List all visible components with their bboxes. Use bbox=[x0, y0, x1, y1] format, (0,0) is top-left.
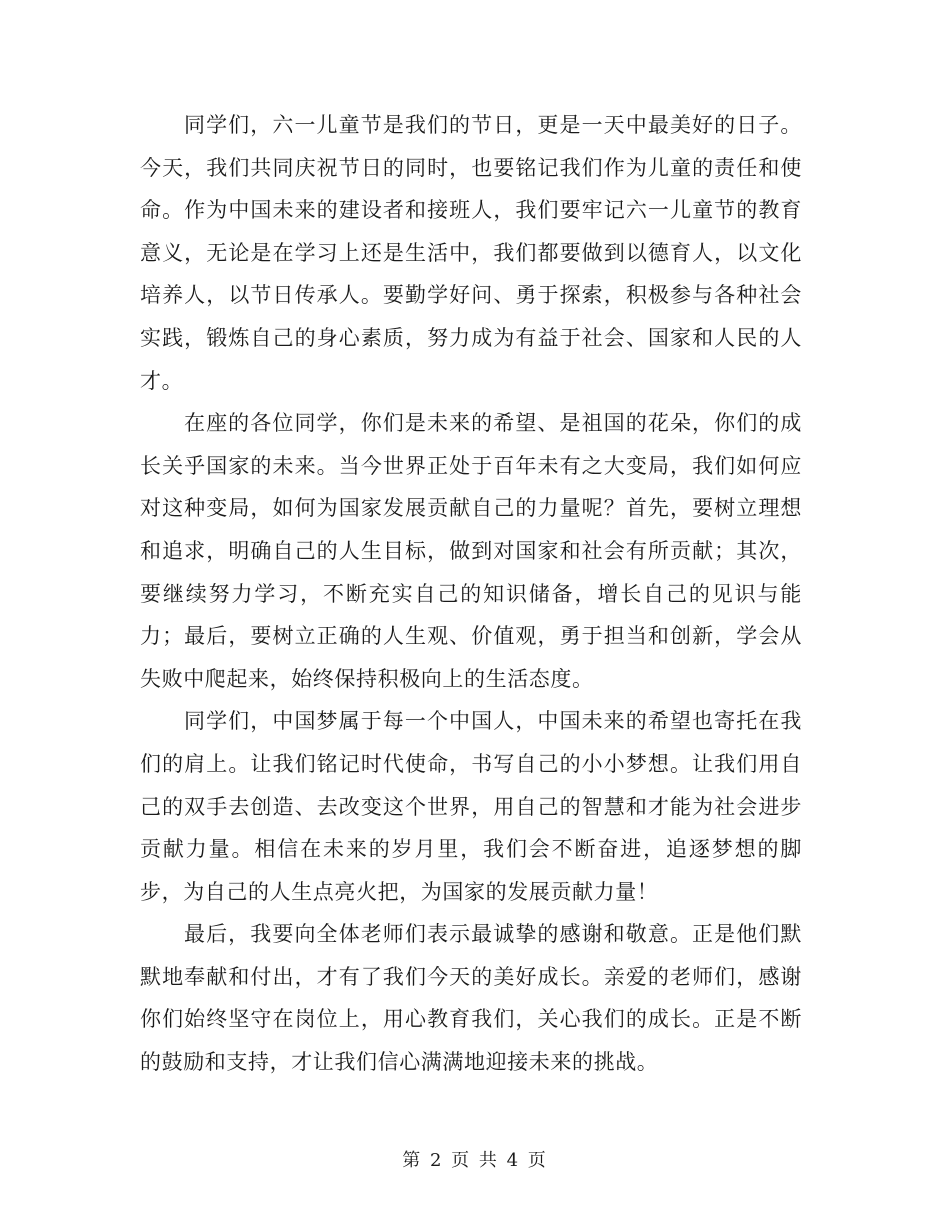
paragraph-2: 在座的各位同学，你们是未来的希望、是祖国的花朵，你们的成长关乎国家的未来。当今世界正处于百年未有之大变局，我们如何应对这种变局，如何为国家发展贡献自己的力量呢？首先，要树立理想和追求，明确自己的人生目标，做到对国家和社会有所贡献；其次，要继续努力学习，不断充实自己的知识储备，增长自己的见识与能力；最后，要树立正确的人生观、价值观，勇于担当和创新，学会从失败中爬起来，始终保持积极向上的生活态度。 bbox=[140, 411, 802, 691]
paragraph-1: 同学们，六一儿童节是我们的节日，更是一天中最美好的日子。今天，我们共同庆祝节日的同时，也要铭记我们作为儿童的责任和使命。作为中国未来的建设者和接班人，我们要牢记六一儿童节的教育意义，无论是在学习上还是生活中，我们都要做到以德育人，以文化培养人，以节日传承人。要勤学好问、勇于探索，积极参与各种社会实践，锻炼自己的身心素质，努力成为有益于社会、国家和人民的人才。 bbox=[140, 113, 802, 393]
document-body bbox=[140, 104, 802, 1084]
paragraph-3: 同学们，中国梦属于每一个中国人，中国未来的希望也寄托在我们的肩上。让我们铭记时代使命，书写自己的小小梦想。让我们用自己的双手去创造、去改变这个世界，用自己的智慧和才能为社会进步贡献力量。相信在未来的岁月里，我们会不断奋进，追逐梦想的脚步，为自己的人生点亮火把，为国家的发展贡献力量！ bbox=[140, 709, 802, 904]
page-number-footer: 第 2 页 共 4 页 bbox=[402, 1150, 548, 1171]
paragraph-4: 最后，我要向全体老师们表示最诚挚的感谢和敬意。正是他们默默地奉献和付出，才有了我们今天的美好成长。亲爱的老师们，感谢你们始终坚守在岗位上，用心教育我们，关心我们的成长。正是不断的鼓励和支持，才让我们信心满满地迎接未来的挑战。 bbox=[140, 922, 802, 1075]
